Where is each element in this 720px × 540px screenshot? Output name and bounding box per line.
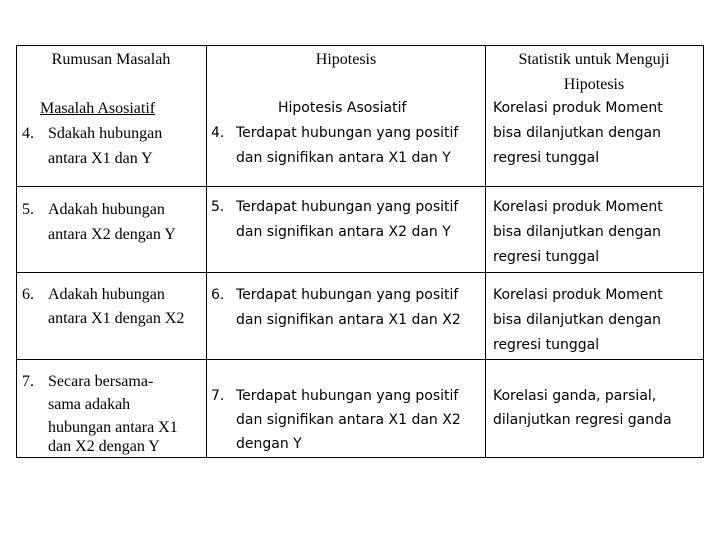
statistik-line: Korelasi ganda, parsial,: [493, 388, 657, 404]
row-divider: [17, 272, 703, 273]
rumusan-item-number: 7.: [22, 373, 34, 390]
header-hipotesis: Hipotesis: [315, 51, 377, 68]
rumusan-item-number: 6.: [22, 286, 34, 303]
rumusan-item-line: sama adakah: [48, 396, 131, 413]
hipotesis-item-line: dan signifikan antara X1 dan X2: [236, 412, 461, 428]
rumusan-item-line: Adakah hubungan: [48, 286, 165, 303]
statistik-line: bisa dilanjutkan dengan: [493, 224, 661, 240]
header-statistik-line2: Hipotesis: [563, 76, 625, 93]
rumusan-item-number: 4.: [22, 125, 34, 142]
statistik-line: bisa dilanjutkan dengan: [493, 312, 661, 328]
column-divider: [485, 46, 486, 457]
hipotesis-item-line: Terdapat hubungan yang positif: [236, 388, 459, 404]
hipotesis-section-heading: Hipotesis Asosiatif: [278, 100, 407, 116]
header-rumusan-masalah: Rumusan Masalah: [51, 51, 171, 68]
rumusan-item-line: Sdakah hubungan: [48, 125, 163, 142]
rumusan-item-line: hubungan antara X1: [48, 419, 178, 436]
column-divider: [206, 46, 207, 457]
statistik-line: bisa dilanjutkan dengan: [493, 125, 661, 141]
hipotesis-item-line: dan signifikan antara X1 dan X2: [236, 312, 461, 328]
hipotesis-item-line: dan signifikan antara X1 dan Y: [236, 150, 451, 166]
rumusan-item-line: antara X1 dengan X2: [48, 310, 185, 327]
statistik-line: Korelasi produk Moment: [493, 199, 663, 215]
rumusan-item-line: dan X2 dengan Y: [48, 438, 160, 455]
rumusan-section-heading: Masalah Asosiatif: [40, 100, 156, 117]
hipotesis-item-line: Terdapat hubungan yang positif: [236, 199, 459, 215]
statistik-line: regresi tunggal: [493, 249, 600, 265]
hipotesis-item-number: 4.: [211, 125, 225, 141]
row-divider: [17, 359, 703, 360]
statistik-line: Korelasi produk Moment: [493, 100, 663, 116]
hipotesis-item-number: 5.: [211, 199, 225, 215]
statistik-line: regresi tunggal: [493, 337, 600, 353]
rumusan-item-line: antara X2 dengan Y: [48, 226, 176, 243]
hipotesis-item-number: 7.: [211, 388, 225, 404]
header-statistik-line1: Statistik untuk Menguji: [518, 51, 670, 68]
hipotesis-item-line: Terdapat hubungan yang positif: [236, 287, 459, 303]
hipotesis-item-line: Terdapat hubungan yang positif: [236, 125, 459, 141]
statistik-line: dilanjutkan regresi ganda: [493, 412, 672, 428]
statistik-line: regresi tunggal: [493, 150, 600, 166]
hipotesis-item-number: 6.: [211, 287, 225, 303]
rumusan-item-line: antara X1 dan Y: [48, 150, 153, 167]
row-divider: [17, 186, 703, 187]
statistik-line: Korelasi produk Moment: [493, 287, 663, 303]
rumusan-item-line: Adakah hubungan: [48, 201, 165, 218]
rumusan-item-line: Secara bersama-: [48, 373, 154, 390]
rumusan-item-number: 5.: [22, 201, 34, 218]
hipotesis-item-line: dan signifikan antara X2 dan Y: [236, 224, 451, 240]
hipotesis-item-line: dengan Y: [236, 436, 302, 452]
